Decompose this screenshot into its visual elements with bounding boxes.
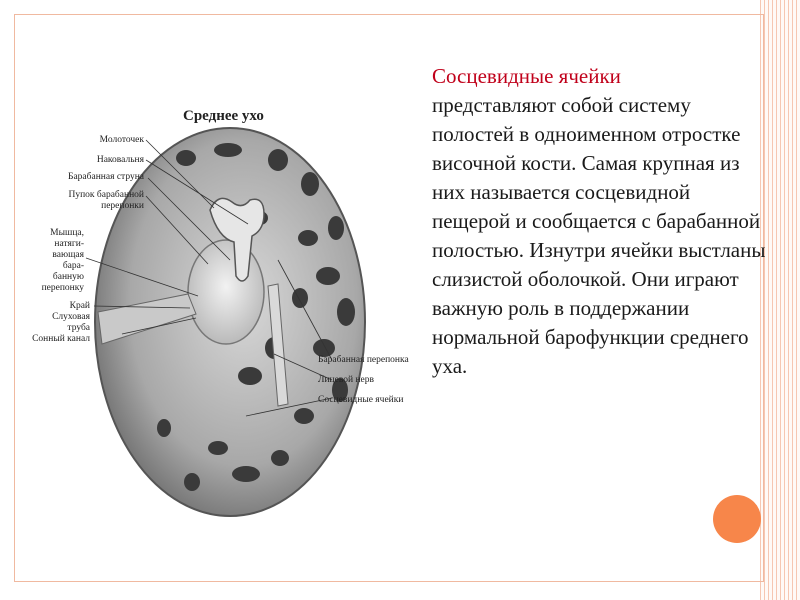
description-text xyxy=(432,62,770,381)
label-membrane: Барабанная перепонка xyxy=(318,355,409,365)
figure-title: Среднее ухо xyxy=(183,108,264,124)
label-chorda: Барабанная струна xyxy=(68,172,144,182)
label-muscle-3: вающая xyxy=(52,250,84,260)
decorative-dot xyxy=(713,495,761,543)
label-tube-2: труба xyxy=(67,323,90,333)
description-body: представляют собой систему полостей в одноименном отростке височной кости. Самая крупная из них называется сосцевидной пещерой и сообщается с барабанной полостью. Изнутри ячейки выстланы слизистой оболочкой. Они играют важную роль в поддержании нормальной барофункции среднего уха. xyxy=(432,93,766,378)
label-mastoid: Сосцевидные ячейки xyxy=(318,395,404,405)
label-tube-1: Слуховая xyxy=(52,312,90,322)
label-muscle-6: перепонку xyxy=(41,283,84,293)
label-incus: Наковальня xyxy=(96,155,144,165)
term-highlight: Сосцевидные ячейки xyxy=(432,64,621,88)
label-malleus: Молоточек xyxy=(99,135,144,145)
label-muscle-5: банную xyxy=(52,272,84,282)
label-muscle-2: натяги- xyxy=(54,239,84,249)
middle-ear-diagram xyxy=(28,98,428,520)
label-carotid: Сонный канал xyxy=(32,334,90,344)
label-edge: Край xyxy=(69,301,90,311)
label-muscle-1: Мышца, xyxy=(50,228,84,238)
label-facial: Лицевой нерв xyxy=(318,375,374,385)
right-labels xyxy=(318,354,409,405)
label-umbo-1: Пупок барабанной xyxy=(68,190,144,200)
label-muscle-4: бара- xyxy=(62,261,84,271)
label-umbo-2: перепонки xyxy=(101,201,144,211)
middle-ear-figure xyxy=(28,98,428,520)
